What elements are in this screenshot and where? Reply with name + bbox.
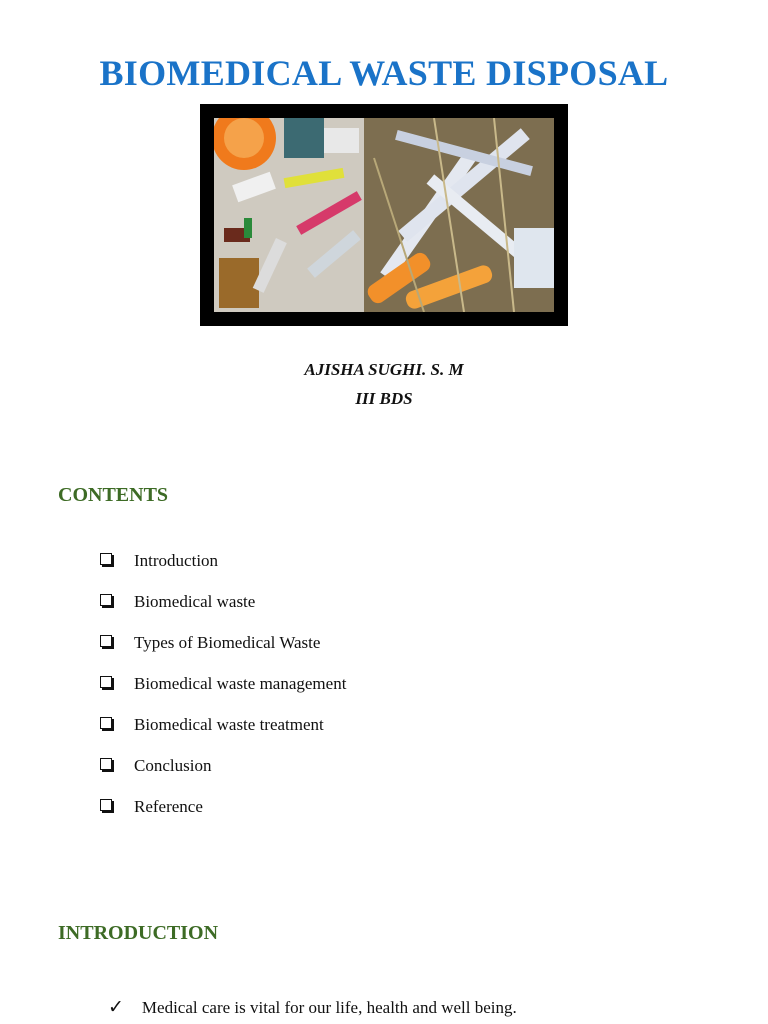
author-name: AJISHA SUGHI. S. M	[304, 360, 464, 379]
list-item: Biomedical waste	[100, 581, 346, 622]
list-item: Conclusion	[100, 745, 346, 786]
author-course: III BDS	[355, 389, 413, 408]
square-box-bullet-icon	[100, 635, 112, 647]
introduction-heading: INTRODUCTION	[58, 922, 219, 944]
square-box-bullet-icon	[100, 594, 112, 606]
list-item: Reference	[100, 786, 346, 827]
checkmark-icon: ✓	[108, 997, 124, 1018]
list-item: Biomedical waste management	[100, 663, 346, 704]
medical-waste-photo	[214, 118, 554, 312]
list-item: Types of Biomedical Waste	[100, 622, 346, 663]
contents-heading: CONTENTS	[58, 484, 169, 506]
square-box-bullet-icon	[100, 717, 112, 729]
square-box-bullet-icon	[100, 799, 112, 811]
contents-list	[100, 540, 346, 827]
square-box-bullet-icon	[100, 758, 112, 770]
square-box-bullet-icon	[100, 676, 112, 688]
square-box-bullet-icon	[100, 553, 112, 565]
list-item: Biomedical waste treatment	[100, 704, 346, 745]
cover-photo	[200, 104, 568, 326]
list-item: Introduction	[100, 540, 346, 581]
introduction-point: ✓ Medical care is vital for our life, health and well being.	[108, 997, 517, 1018]
document-title: BIOMEDICAL WASTE DISPOSAL	[99, 53, 669, 93]
